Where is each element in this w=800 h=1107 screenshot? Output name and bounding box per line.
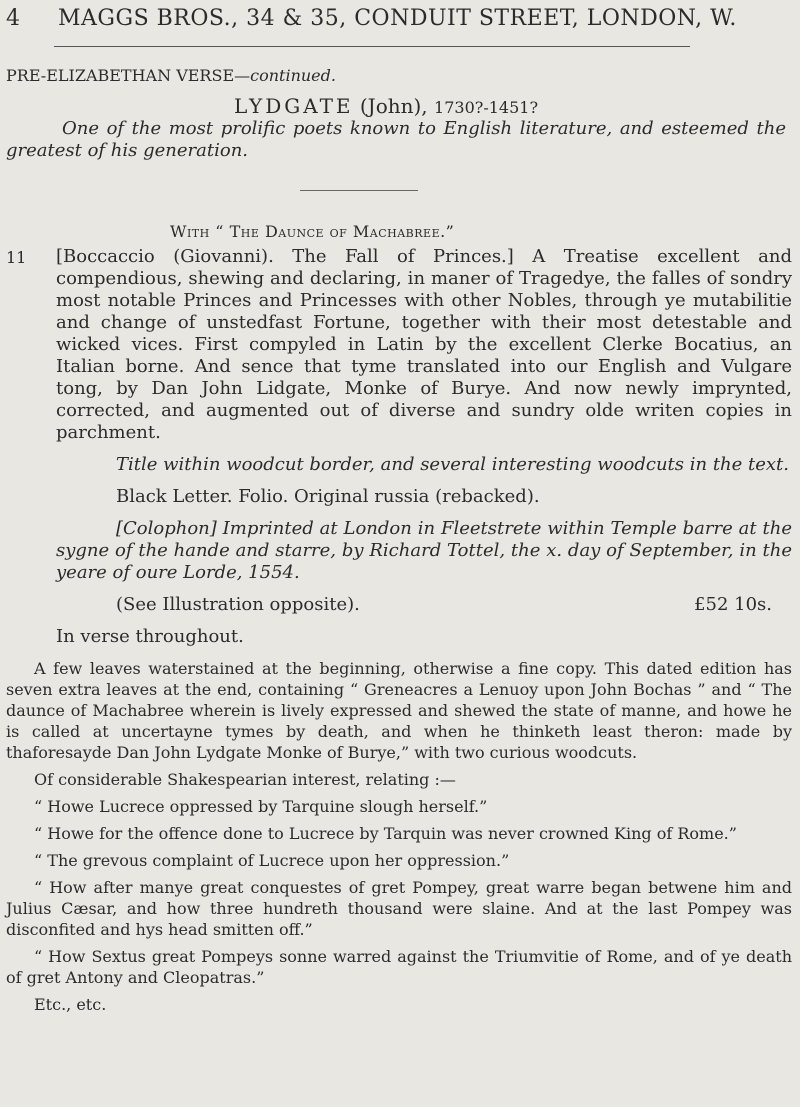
note-paragraph: A few leaves waterstained at the beginning, otherwise a fine copy. This dated edition has seven extra leaves at the end, containing “ Greneacres a Lenuoy upon John Bochas ” and “ The daunce of Machabree wherein is lively expressed and shewed the state of manne, and howe he is called at uncertayne tymes by death, and when he thinketh least theron: made by thaforesayde Dan John Lydgate Monke of Burye,” with two curious woodcuts. bbox=[6, 659, 792, 762]
verse-note: In verse throughout. bbox=[56, 626, 244, 647]
header-rule bbox=[54, 46, 690, 47]
price-line bbox=[56, 594, 792, 616]
note-paragraph: “ How after manye great conquestes of gret Pompey, great warre began betwene him and Julius Cæsar, and how three hundreth thousand were slaine. And at the last Pompey was disconfited and hys head smitten off.” bbox=[6, 878, 792, 939]
running-header bbox=[6, 6, 786, 31]
author-dates: 1730?-1451? bbox=[434, 98, 539, 117]
author-first-name: (John), bbox=[359, 94, 428, 118]
note-paragraph: “ The grevous complaint of Lucrece upon her oppression.” bbox=[34, 851, 510, 870]
author-name: LYDGATE bbox=[234, 94, 354, 118]
author-heading bbox=[234, 94, 538, 118]
catalogue-item bbox=[6, 246, 792, 1021]
section-heading bbox=[6, 66, 336, 85]
title-note: Title within woodcut border, and several interesting woodcuts in the text. bbox=[116, 454, 790, 475]
note-paragraph: Of considerable Shakespearian interest, relating :— bbox=[34, 770, 456, 789]
page-number: 4 bbox=[6, 6, 21, 31]
item-number: 11 bbox=[6, 248, 27, 267]
illustration-ref: (See Illustration opposite). bbox=[116, 594, 360, 615]
note-paragraph: “ How Sextus great Pompeys sonne warred against the Triumvitie of Rome, and of ye death of gret Antony and Cleopatras.” bbox=[6, 947, 792, 987]
divider bbox=[300, 190, 418, 191]
note-paragraph: Etc., etc. bbox=[34, 995, 107, 1014]
section-continued: —continued. bbox=[234, 66, 336, 85]
colophon: [Colophon] Imprinted at London in Fleetstrete within Temple barre at the sygne of the hande and starre, by Richard Tottel, the x. day of September, in the yeare of oure Lorde, 1554. bbox=[56, 518, 792, 583]
format-note: Black Letter. Folio. Original russia (rebacked). bbox=[116, 486, 540, 507]
item-notes bbox=[6, 658, 792, 1015]
author-tagline: One of the most prolific poets known to English literature, and esteemed the greatest of his generation. bbox=[6, 118, 786, 161]
note-paragraph: “ Howe Lucrece oppressed by Tarquine slough herself.” bbox=[34, 797, 488, 816]
publisher-line: MAGGS BROS., 34 & 35, CONDUIT STREET, LONDON, W. bbox=[58, 6, 737, 31]
price: £52 10s. bbox=[694, 594, 772, 615]
note-paragraph: “ Howe for the offence done to Lucrece by Tarquin was never crowned King of Rome.” bbox=[34, 824, 737, 843]
work-subtitle: With “ The Daunce of Machabree.” bbox=[170, 222, 455, 241]
section-title: PRE-ELIZABETHAN VERSE bbox=[6, 66, 235, 85]
item-description: [Boccaccio (Giovanni). The Fall of Princes.] A Treatise excellent and compendious, shewing and declaring, in maner of Tragedye, the falles of sondry most notable Princes and Princesses with other Nobles, through ye mutabilitie and change of unstedfast Fortune, together with their most detestable and wicked vices. First compyled in Latin by the excellent Clerke Bocatius, an Italian borne. And sence that tyme translated into our English and Vulgare tong, by Dan John Lidgate, Monke of Burye. And now newly imprynted, corrected, and augmented out of diverse and sundry olde writen copies in parchment. bbox=[56, 246, 792, 443]
